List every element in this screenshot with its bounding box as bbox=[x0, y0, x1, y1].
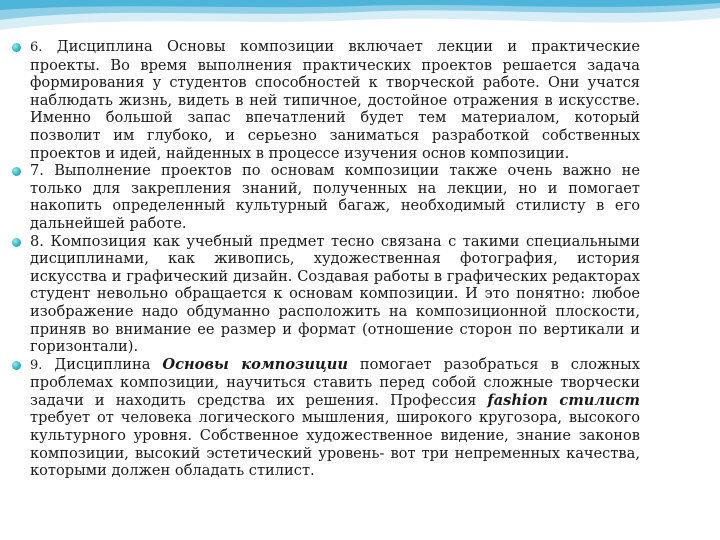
item-text-a: Дисциплина bbox=[54, 355, 151, 373]
list-item-9 bbox=[12, 356, 640, 480]
slide-body bbox=[12, 38, 640, 480]
item-text: Композиция как учебный предмет тесно связана с такими специальными дисциплинами, как живопись, художественная фотография, история искусства и графический дизайн. Создавая работы в графических редакторах студент невольно обращается к основам композиции. И это понятно: любое изображение надо обдуманно расположить на композиционной плоскости, приняв во внимание ее размер и формат (отношение сторон по вертикали и горизонтали). bbox=[30, 232, 640, 356]
course-title-emphasis: Основы композиции bbox=[162, 355, 348, 373]
bullet-icon bbox=[12, 361, 21, 370]
item-number: 6. bbox=[30, 40, 43, 55]
item-text: Выполнение проектов по основам композиции также очень важно не только для закрепления знаний, полученных на лекции, но и помогает накопить определенный культурный багаж, необходимый стилисту в его дальнейшей работе. bbox=[30, 162, 640, 232]
bullet-icon bbox=[12, 167, 21, 176]
list-item-6 bbox=[12, 38, 640, 162]
bullet-icon bbox=[12, 43, 21, 52]
item-number: 9. bbox=[30, 357, 43, 373]
bullet-icon bbox=[12, 238, 21, 247]
item-number: 7. bbox=[30, 162, 44, 180]
item-number: 8. bbox=[30, 232, 44, 250]
list-item-8 bbox=[12, 233, 640, 356]
list-item-7 bbox=[12, 162, 640, 232]
item-text-c: требует от человека логического мышления, широкого кругозора, высокого культурного уровня. Собственное художественное видение, знание законов композиции, высокий эстетический уровень- вот три непременных качества, которыми должен обладать стилист. bbox=[30, 409, 640, 480]
profession-emphasis: fashion стилист bbox=[487, 391, 640, 409]
item-text-b: помогает разобраться в сложных проблемах композиции, научиться ставить перед собой сложные творчески задачи и находить средства их решения. Профессия bbox=[30, 355, 641, 409]
item-text: Дисциплина Основы композиции включает лекции и практические проекты. Во время выполнения практических проектов решается задача формирования у студентов способностей к творческой работе. Они учатся наблюдать жизнь, видеть в ней типичное, достойное отражения в искусстве. Именно большой запас впечатлений будет тем материалом, который позволит им глубоко, и серьезно заниматься разработкой собственных проектов и идей, найденных в процессе изучения основ композиции. bbox=[30, 38, 640, 162]
